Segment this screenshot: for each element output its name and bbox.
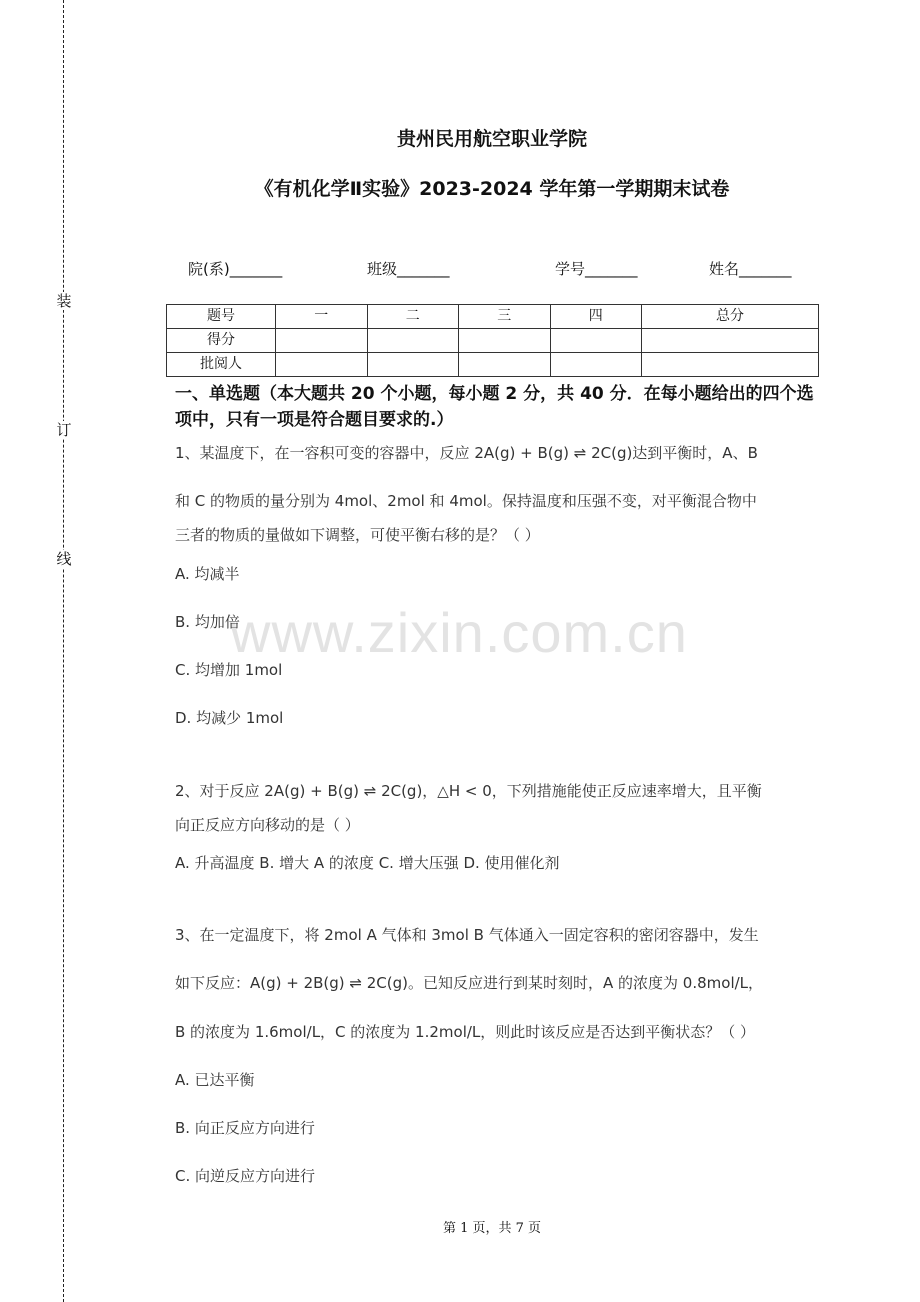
reviewer-cell	[642, 353, 819, 377]
score-table-header-row	[167, 305, 819, 329]
q3-option-c: C. 向逆反应方向进行	[175, 1167, 316, 1185]
q1-line-2: 和 C 的物质的量分别为 4mol、2mol 和 4mol。保持温度和压强不变，对平衡混合物中	[175, 492, 757, 510]
score-cell	[550, 329, 642, 353]
reviewer-row-label: 批阅人	[167, 353, 276, 377]
score-table-score-row	[167, 329, 819, 353]
q3-option-a: A. 已达平衡	[175, 1071, 255, 1089]
watermark: www.zixin.com.cn	[230, 601, 688, 664]
score-cell	[367, 329, 459, 353]
reviewer-cell	[459, 353, 551, 377]
binding-char-ding: 订	[56, 421, 72, 439]
score-cell	[459, 329, 551, 353]
q1-option-d: D. 均减少 1mol	[175, 709, 284, 727]
q2-line-1: 2、对于反应 2A(g) + B(g) ⇌ 2C(g)，△H < 0，下列措施能使正反应速率增大，且平衡	[175, 782, 762, 800]
q3-line-3: B 的浓度为 1.6mol/L，C 的浓度为 1.2mol/L，则此时该反应是否达到平衡状态？（ ）	[175, 1023, 756, 1041]
section-1-heading: 一、单选题（本大题共 20 个小题，每小题 2 分，共 40 分．在每小题给出的四个选项中，只有一项是符合题目要求的.）	[175, 384, 814, 430]
q2-options: A. 升高温度 B. 增大 A 的浓度 C. 增大压强 D. 使用催化剂	[175, 854, 560, 872]
name-field: 姓名_______	[709, 260, 792, 278]
score-table-cell: 一	[276, 305, 368, 329]
q1-option-c: C. 均增加 1mol	[175, 661, 283, 679]
score-table-cell: 题号	[167, 305, 276, 329]
class-field: 班级_______	[367, 260, 450, 278]
score-cell	[276, 329, 368, 353]
reviewer-cell	[276, 353, 368, 377]
score-table-cell: 总分	[642, 305, 819, 329]
score-table-cell: 二	[367, 305, 459, 329]
q3-line-2: 如下反应：A(g) + 2B(g) ⇌ 2C(g)。已知反应进行到某时刻时，A 的浓度为 0.8mol/L，	[175, 974, 764, 992]
q2-line-2: 向正反应方向移动的是（ ）	[175, 816, 360, 834]
score-table	[166, 304, 819, 377]
binding-char-xian: 线	[56, 550, 72, 568]
score-table-cell: 四	[550, 305, 642, 329]
score-row-label: 得分	[167, 329, 276, 353]
q3-option-b: B. 向正反应方向进行	[175, 1119, 315, 1137]
score-cell	[642, 329, 819, 353]
dept-field: 院(系)_______	[188, 260, 283, 278]
q1-line-3: 三者的物质的量做如下调整，可使平衡右移的是？（ ）	[175, 526, 540, 544]
score-table-cell: 三	[459, 305, 551, 329]
score-table-reviewer-row	[167, 353, 819, 377]
reviewer-cell	[550, 353, 642, 377]
school-name: 贵州民用航空职业学院	[396, 128, 587, 150]
q1-option-a: A. 均减半	[175, 565, 240, 583]
page-footer: 第 1 页，共 7 页	[442, 1221, 542, 1236]
reviewer-cell	[367, 353, 459, 377]
q1-option-b: B. 均加倍	[175, 613, 240, 631]
exam-title: 《有机化学Ⅱ实验》2023-2024 学年第一学期期末试卷	[254, 178, 730, 200]
binding-char-zhuang: 装	[56, 292, 72, 310]
q3-line-1: 3、在一定温度下，将 2mol A 气体和 3mol B 气体通入一固定容积的密闭容器中，发生	[175, 926, 759, 944]
student-id-field: 学号_______	[555, 260, 638, 278]
q1-line-1: 1、某温度下，在一容积可变的容器中，反应 2A(g) + B(g) ⇌ 2C(g)达到平衡时，A、B	[175, 444, 758, 462]
